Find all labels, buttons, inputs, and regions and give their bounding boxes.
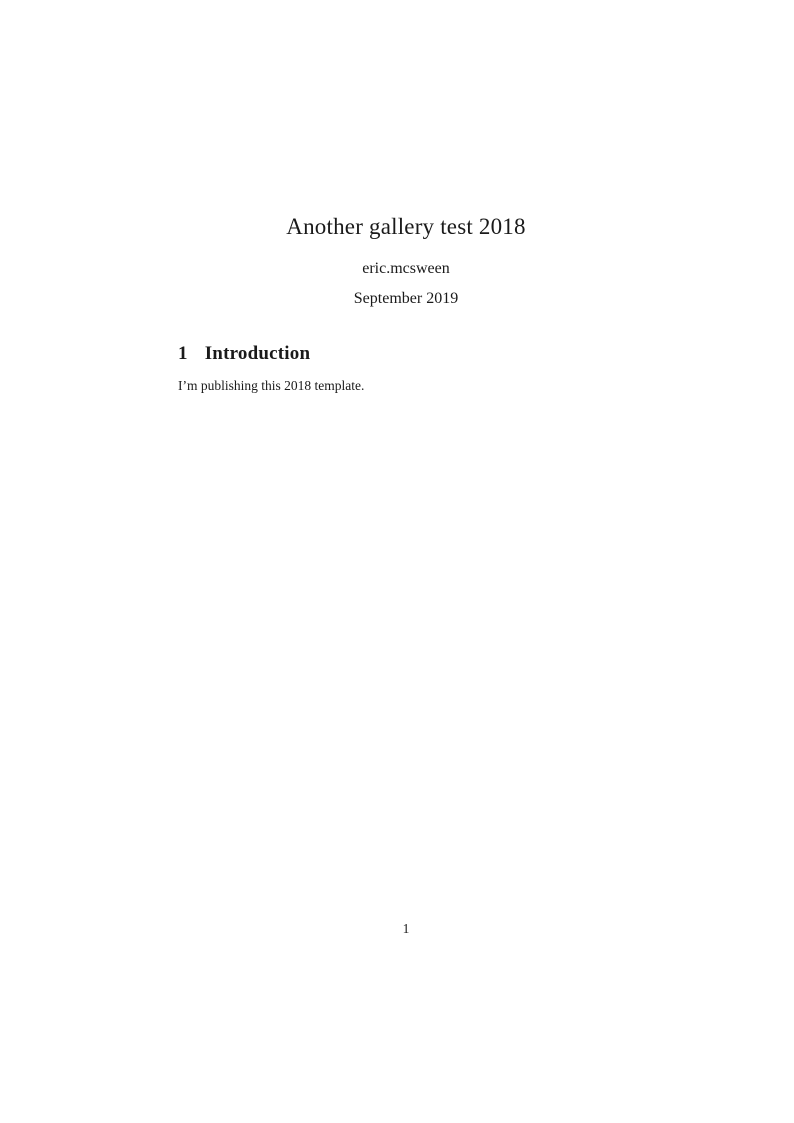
document-author: eric.mcsween xyxy=(362,260,450,277)
section-number: 1 xyxy=(178,343,188,364)
section-body-paragraph: I’m publishing this 2018 template. xyxy=(178,378,365,393)
section-heading xyxy=(178,343,634,365)
section-title: Introduction xyxy=(204,343,311,364)
document-date: September 2019 xyxy=(353,290,459,307)
page-number: 1 xyxy=(402,921,410,936)
document-title: Another gallery test 2018 xyxy=(286,214,526,239)
